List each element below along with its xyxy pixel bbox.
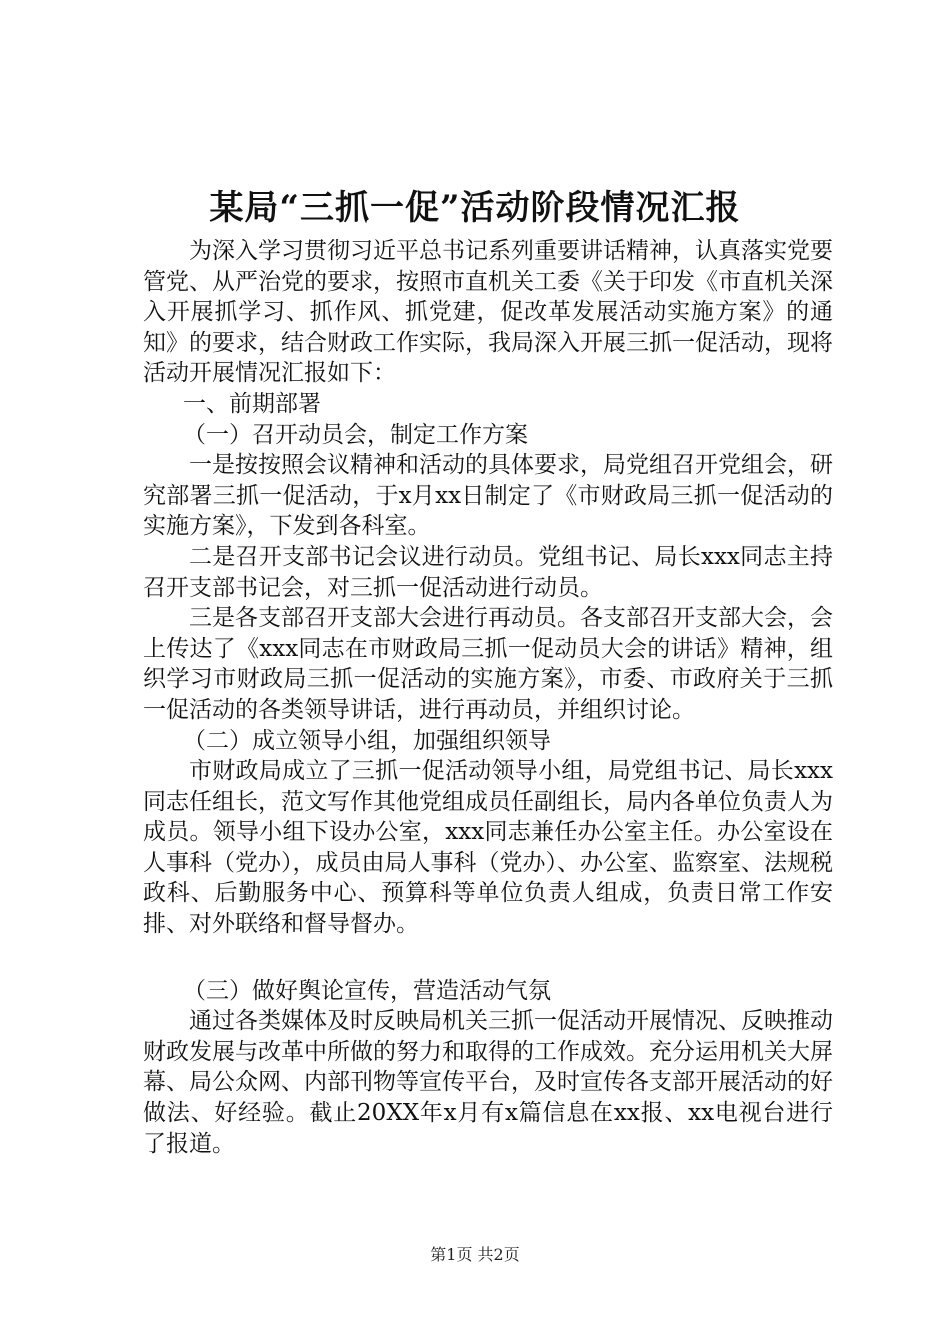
document-title: 某局“三抓一促”活动阶段情况汇报 (209, 188, 741, 228)
section-heading-preliminary-deployment: 一、前期部署 (183, 390, 321, 417)
paragraph-third-measure: 三是各支部召开支部大会进行再动员。各支部召开支部大会，会上传达了《xxx同志在市财政局三抓一促动员大会的讲话》精神，组织学习市财政局三抓一促活动的实施方案》，市委、市政府关于三抓一促活动的各类领导讲话，进行再动员，并组织讨论。 (143, 605, 833, 723)
subsection-heading-mobilization-meeting: （一）召开动员会，制定工作方案 (183, 421, 528, 448)
paragraph-leading-group: 市财政局成立了三抓一促活动领导小组，局党组书记、局长xxx同志任组长，范文写作其他党组成员任副组长，局内各单位负责人为成员。领导小组下设办公室，xxx同志兼任办公室主任。办公室设在人事科（党办），成员由局人事科（党办）、办公室、监察室、法规税政科、后勤服务中心、预算科等单位负责人组成，负责日常工作安排、对外联络和督导督办。 (143, 758, 833, 938)
paragraph-gap (143, 940, 833, 976)
intro-paragraph: 为深入学习贯彻习近平总书记系列重要讲话精神，认真落实党要管党、从严治党的要求，按照市直机关工委《关于印发《市直机关深入开展抓学习、抓作风、抓党建，促改革发展活动实施方案》的通知》的要求，结合财政工作实际，我局深入开展三抓一促活动，现将活动开展情况汇报如下： (143, 238, 833, 387)
subsection-heading-leading-group: （二）成立领导小组，加强组织领导 (183, 727, 551, 754)
page-number-footer: 第1页 共2页 (430, 1245, 520, 1264)
paragraph-second-measure: 二是召开支部书记会议进行动员。党组书记、局长xxx同志主持召开支部书记会，对三抓一促活动进行动员。 (143, 543, 833, 601)
document-body (143, 236, 833, 1159)
paragraph-publicity: 通过各类媒体及时反映局机关三抓一促活动开展情况、反映推动财政发展与改革中所做的努力和取得的工作成效。充分运用机关大屏幕、局公众网、内部刊物等宣传平台，及时宣传各支部开展活动的好做法、好经验。截止20XX年x月有x篇信息在xx报、xx电视台进行了报道。 (143, 1008, 833, 1157)
subsection-heading-publicity: （三）做好舆论宣传，营造活动气氛 (183, 977, 551, 1004)
paragraph-first-measure: 一是按按照会议精神和活动的具体要求，局党组召开党组会，研究部署三抓一促活动，于x月xx日制定了《市财政局三抓一促活动的实施方案》，下发到各科室。 (143, 452, 833, 540)
